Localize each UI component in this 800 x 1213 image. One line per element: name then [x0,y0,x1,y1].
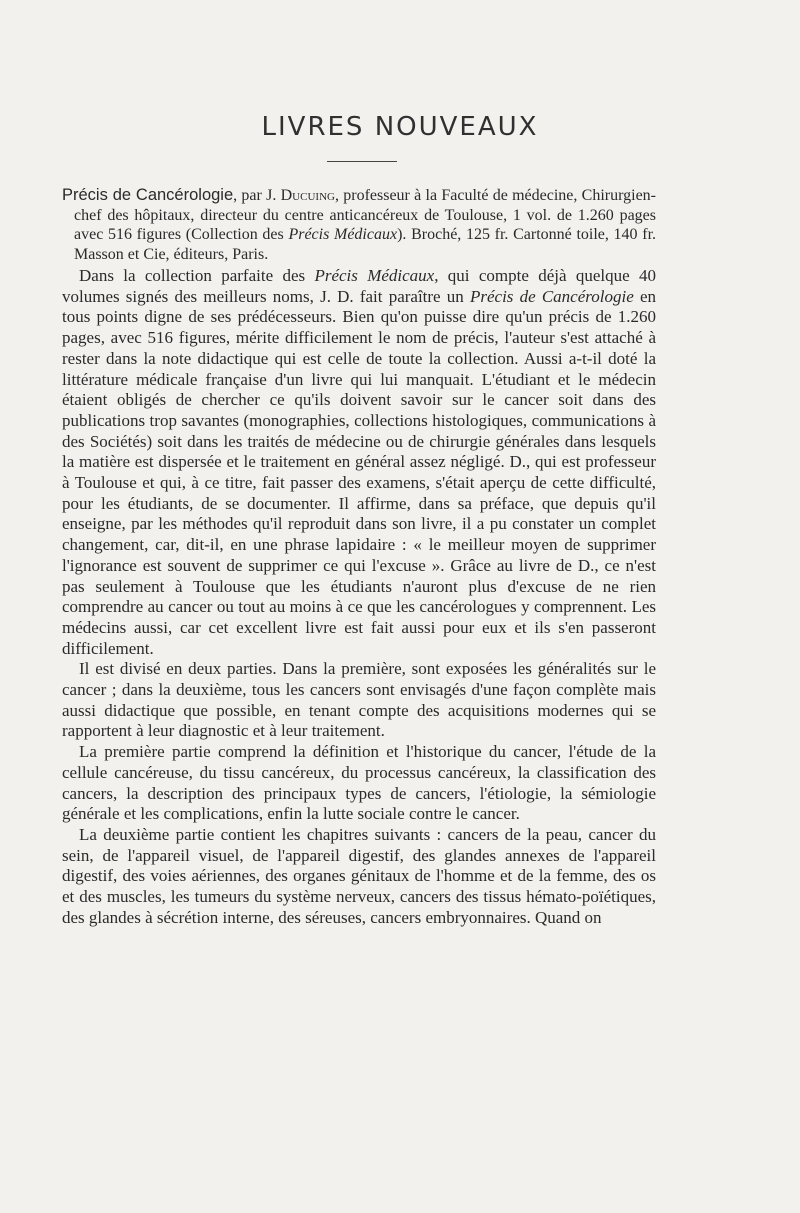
book-title: Précis de Cancérologie [62,186,234,204]
page-title: LIVRES NOUVEAUX [261,112,539,142]
paragraph-3: La première partie comprend la définition et l'historique du cancer, l'étude de la cellule cancéreuse, du tissu cancéreux, du processus cancéreux, la classification des cancers, la description des principaux types de cancers, l'étiologie, la sémiologie générale et les complications, enfin la lutte sociale contre le cancer. [62,742,656,824]
paragraph-1-part-b: , qui compte déjà quelque 40 volumes signés des meilleurs noms, J. D. fait paraître un [62,266,656,306]
paragraph-1-part-c: en tous points digne de ses prédécesseurs. Bien qu'on puisse dire qu'un précis de 1.260 pages, avec 516 figures, mérite difficilement le nom de précis, l'auteur s'est attaché à rester dans la note didactique qui est celle de toute la collection. Aussi a-t-il doté la littérature médicale française d'un livre qui lui manquait. L'étudiant et le médecin étaient obligés de chercher ce qu'ils doivent savoir sur le cancer soit dans des publications trop savantes (monographies, collections histologiques, communications à des Sociétés) soit dans les traités de médecine ou de chirurgie générales dans lesquels la matière est dispersée et le traitement en général assez négligé. D., qui est professeur à Toulouse et qui, à ce titre, fait passer des examens, s'était aperçu de cette difficulté, pour les étudiants, de se documenter. Il affirme, dans sa préface, que depuis qu'il enseigne, par les méthodes qu'il reproduit dans son livre, il a pu constater un complet changement, car, dit-il, en une phrase lapidaire : « le meilleur moyen de supprimer l'ignorance est souvent de supprimer ce qui l'excuse ». Grâce au livre de D., ce n'est pas seulement à Toulouse que les étudiants n'auront plus d'excuse de ne rien comprendre au cancer ou tout au moins à ce que les cancérologues y comprennent. Les médecins aussi, car cet excellent livre est fait aussi pour eux et ils s'en passeront difficilement. [62,286,656,658]
review-body [62,186,656,929]
paragraph-2: Il est divisé en deux parties. Dans la première, sont exposées les généralités sur le cancer ; dans la deuxième, tous les cancers sont envisagés d'une façon complète mais aussi didactique que possible, en tenant compte des acquisitions modernes qui se rapportent à leur diagnostic et à leur traitement. [62,659,656,741]
paragraph-1 [62,266,656,659]
collection-name: Précis Médicaux [288,226,398,243]
reference-details: , professeur à la Faculté de médecine, Chirurgien-chef des hôpitaux, directeur du centre anticancéreux de Toulouse, 1 vol. de 1.260 pages avec 516 figures (Collection des [74,187,657,243]
reference-price: ). Broché, 125 fr. Cartonné toile, 140 fr. Masson et Cie, éditeurs, Paris. [74,226,657,263]
paragraph-1-part-a: Dans la collection parfaite des [79,266,315,285]
paragraph-1-italic-collection: Précis Médicaux [314,266,435,285]
book-reference [62,186,656,264]
paragraph-4: La deuxième partie contient les chapitres suivants : cancers de la peau, cancer du sein, de l'appareil visuel, de l'appareil digestif, des glandes annexes de l'appareil digestif, des voies aériennes, des organes génitaux de l'homme et de la femme, des os et des muscles, les tumeurs du système nerveux, cancers des tissus hémato-poïétiques, des glandes à sécrétion interne, des séreuses, cancers embryonnaires. Quand on [62,824,656,927]
book-author: Ducuing [280,187,335,204]
paragraph-1-italic-title: Précis de Cancérologie [469,286,634,306]
title-divider [327,161,397,162]
reference-lead: , par J. [233,187,281,204]
